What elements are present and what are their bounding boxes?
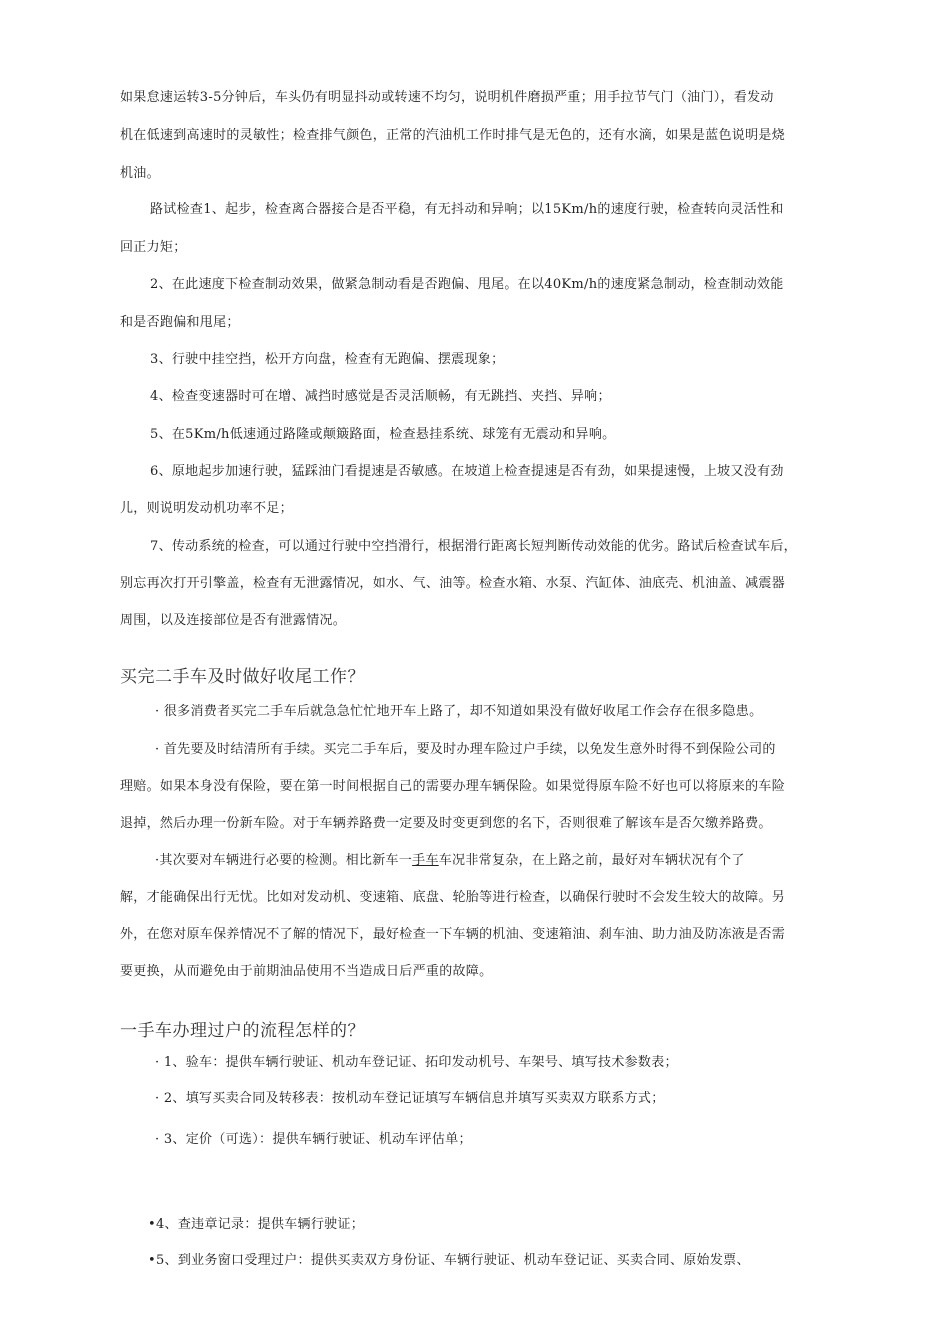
section-heading: 买完二手车及时做好收尾工作？ <box>120 667 365 687</box>
paragraph-line: 机油。 <box>120 166 160 181</box>
paragraph-line: 4、检查变速器时可在增、减挡时感觉是否灵活顺畅，有无跳挡、夹挡、异响； <box>150 389 611 404</box>
paragraph-line: 机在低速到高速时的灵敏性；检查排气颜色，正常的汽油机工作时排气是无色的，还有水滴，如果是蓝色说明是烧 <box>120 128 786 143</box>
paragraph-line: 如果怠速运转3-5分钟后，车头仍有明显抖动或转速不均匀，说明机件磨损严重；用手拉节气门（油门），看发动 <box>120 90 774 105</box>
step-line: · 1、验车：提供车辆行驶证、机动车登记证、拓印发动机号、车架号、填写技术参数表； <box>155 1055 678 1070</box>
paragraph-line: 理赔。如果本身没有保险，要在第一时间根据自己的需要办理车辆保险。如果觉得原车险不好也可以将原来的车险 <box>120 779 786 794</box>
paragraph-line: 要更换，从而避免由于前期油品使用不当造成日后严重的故障。 <box>120 964 493 979</box>
paragraph-line: 周围，以及连接部位是否有泄露情况。 <box>120 613 347 628</box>
step-line: · 3、定价（可选）：提供车辆行驶证、机动车评估单； <box>155 1132 472 1147</box>
step-line: •4、查违章记录：提供车辆行驶证； <box>148 1217 365 1232</box>
paragraph-line: 3、行驶中挂空挡，松开方向盘，检查有无跑偏、摆震现象； <box>150 352 505 367</box>
text-segment: 车况非常复杂，在上路之前，最好对车辆状况有个了 <box>438 853 745 868</box>
bullet-line: · 很多消费者买完二手车后就急急忙忙地开车上路了，却不知道如果没有做好收尾工作会存在很多隐患。 <box>155 704 763 719</box>
paragraph-line: 儿，则说明发动机功率不足； <box>120 501 293 516</box>
section-heading: 一手车办理过户的流程怎样的？ <box>120 1021 365 1041</box>
paragraph-line: 和是否跑偏和甩尾； <box>120 315 240 330</box>
step-line: •5、到业务窗口受理过户：提供买卖双方身份证、车辆行驶证、机动车登记证、买卖合同、原始发票、 <box>148 1253 750 1268</box>
paragraph-line: 退掉，然后办理一份新车险。对于车辆养路费一定要及时变更到您的名下，否则很难了解该车是否欠缴养路费。 <box>120 816 772 831</box>
text-segment: ·其次要对车辆进行必要的检测。相比新车一 <box>155 853 413 868</box>
paragraph-line: 解，才能确保出行无忧。比如对发动机、变速箱、底盘、轮胎等进行检查，以确保行驶时不会发生较大的故障。另 <box>120 890 786 905</box>
bullet-line: · 首先要及时结清所有手续。买完二手车后，要及时办理车险过户手续，以免发生意外时得不到保险公司的 <box>155 742 776 757</box>
paragraph-line: 外，在您对原车保养情况不了解的情况下，最好检查一下车辆的机油、变速箱油、刹车油、助力油及防冻液是否需 <box>120 927 786 942</box>
bullet-line <box>155 849 745 868</box>
paragraph-line: 6、原地起步加速行驶，猛踩油门看提速是否敏感。在坡道上检查提速是否有劲，如果提速慢，上坡又没有劲 <box>150 464 784 479</box>
step-line: · 2、填写买卖合同及转移表：按机动车登记证填写车辆信息并填写买卖双方联系方式； <box>155 1091 665 1106</box>
paragraph-line: 回正力矩； <box>120 240 187 255</box>
paragraph-line: 5、在5Km/h低速通过路隆或颠簸路面，检查悬挂系统、球笼有无震动和异响。 <box>150 427 616 442</box>
underlined-term: 手车 <box>412 853 439 868</box>
paragraph-line: 2、在此速度下检查制动效果，做紧急制动看是否跑偏、甩尾。在以40Km/h的速度紧急制动，检查制动效能 <box>150 277 784 292</box>
paragraph-line: 路试检查1、起步，检查离合器接合是否平稳，有无抖动和异响；以15Km/h的速度行驶，检查转向灵活性和 <box>150 202 784 217</box>
paragraph-line: 别忘再次打开引擎盖，检查有无泄露情况，如水、气、油等。检查水箱、水泵、汽缸体、油底壳、机油盖、减震器 <box>120 576 786 591</box>
paragraph-line: 7、传动系统的检查，可以通过行驶中空挡滑行，根据滑行距离长短判断传动效能的优劣。路试后检查试车后， <box>150 539 797 554</box>
